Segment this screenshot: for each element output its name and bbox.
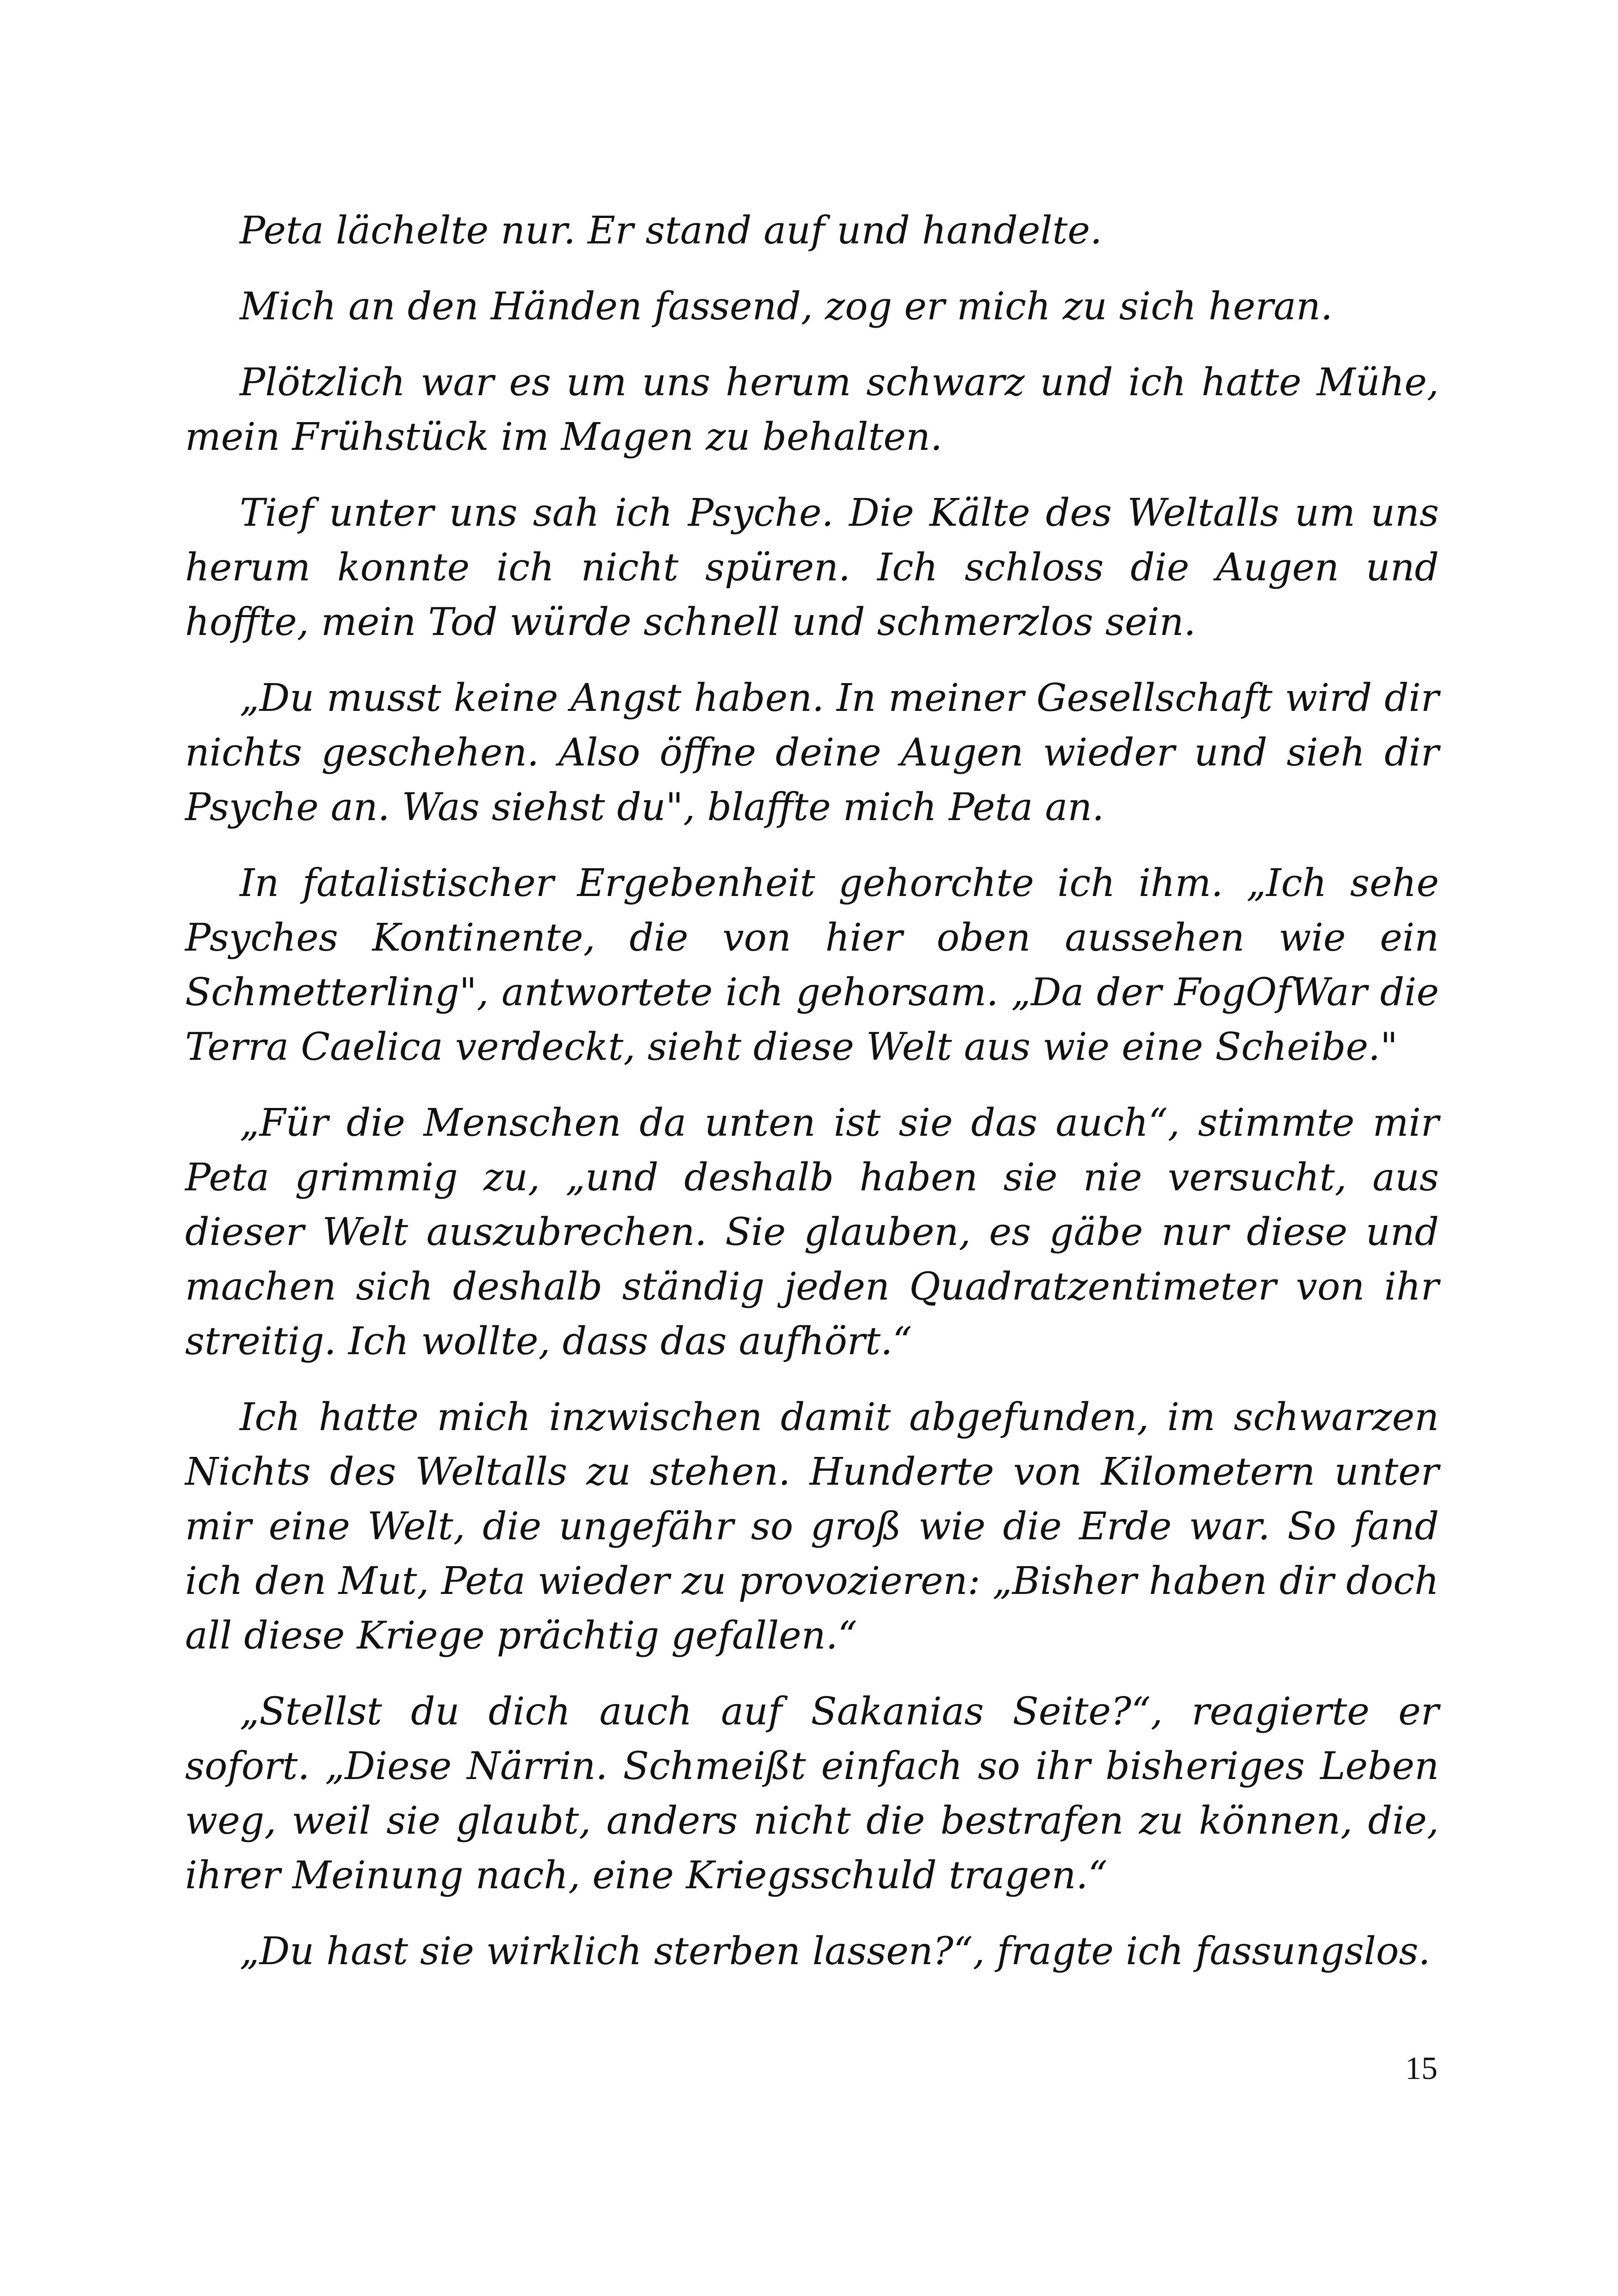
- paragraph-2: Mich an den Händen fassend, zog er mich zu sich heran.: [240, 285, 1333, 329]
- paragraph-9: „Stellst du dich auch auf Sakanias Seite?“, reagierte er sofort. „Diese Närrin. Schmeißt einfach so ihr bisheriges Leben weg, weil sie glaubt, anders nicht die bestrafen zu können, die, ihrer Meinung nach, eine Kriegsschuld tragen.“: [185, 1690, 1439, 1898]
- paragraph-5: „Du musst keine Angst haben. In meiner Gesellschaft wird dir nichts geschehen. Also öffne deine Augen wieder und sieh dir Psyche an. Was siehst du", blaffte mich Peta an.: [185, 676, 1439, 829]
- paragraph-8: Ich hatte mich inzwischen damit abgefunden, im schwarzen Nichts des Weltalls zu stehen. Hunderte von Kilometern unter mir eine Welt, die ungefähr so groß wie die Erde war. So fand ich den Mut, Peta wieder zu provozieren: „Bisher haben dir doch all diese Kriege prächtig gefallen.“: [185, 1395, 1439, 1658]
- page-number: 15: [1405, 2051, 1438, 2086]
- paragraph-10: „Du hast sie wirklich sterben lassen?“, fragte ich fassungslos.: [240, 1929, 1431, 1973]
- paragraph-1: Peta lächelte nur. Er stand auf und handelte.: [240, 209, 1103, 253]
- paragraph-4: Tief unter uns sah ich Psyche. Die Kälte des Weltalls um uns herum konnte ich nicht spüren. Ich schloss die Augen und hoffte, mein Tod würde schnell und schmerzlos sein.: [185, 491, 1439, 644]
- paragraph-3: Plötzlich war es um uns herum schwarz und ich hatte Mühe, mein Frühstück im Magen zu behalten.: [185, 361, 1439, 459]
- paragraph-6: In fatalistischer Ergebenheit gehorchte ich ihm. „Ich sehe Psyches Kontinente, die von hier oben aussehen wie ein Schmetterling", antwortete ich gehorsam. „Da der FogOfWar die Terra Caelica verdeckt, sieht diese Welt aus wie eine Scheibe.": [185, 861, 1439, 1069]
- paragraph-7: „Für die Menschen da unten ist sie das auch“, stimmte mir Peta grimmig zu, „und deshalb haben sie nie versucht, aus dieser Welt auszubrechen. Sie glauben, es gäbe nur diese und machen sich deshalb ständig jeden Quadratzentimeter von ihr streitig. Ich wollte, dass das aufhört.“: [185, 1101, 1439, 1363]
- body-text: [185, 204, 1439, 2000]
